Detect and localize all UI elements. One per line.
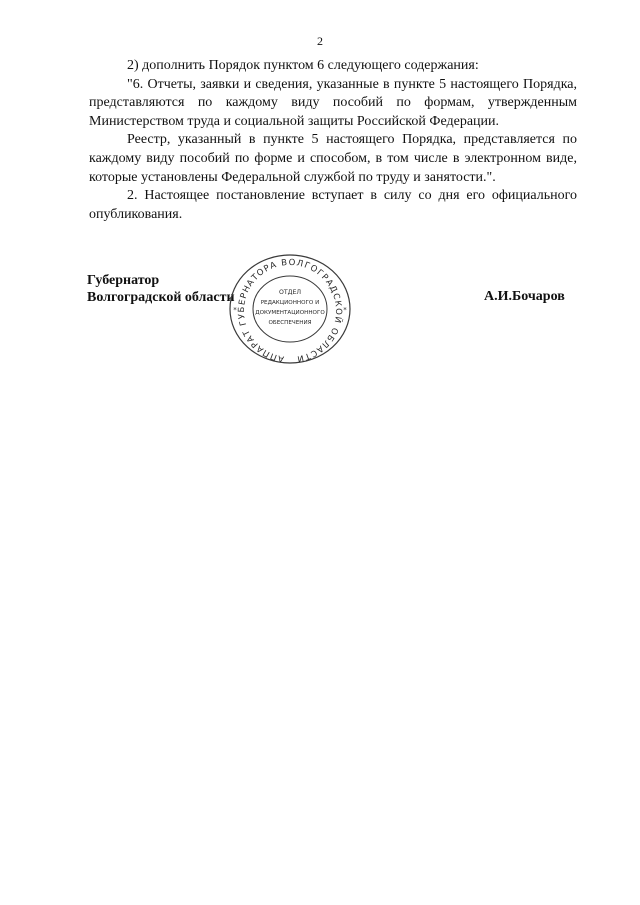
signatory-title xyxy=(87,272,235,306)
signatory-title-line2: Волгоградской области xyxy=(87,290,235,305)
signatory-name: А.И.Бочаров xyxy=(484,289,565,304)
stamp-inner-line2: РЕДАКЦИОННОГО И xyxy=(260,300,320,306)
stamp-star-right: * xyxy=(343,306,347,314)
stamp-inner-line1: ОТДЕЛ xyxy=(278,289,302,296)
stamp-inner-line3: ДОКУМЕНТАЦИОННОГО xyxy=(255,310,325,316)
paragraph-registry: Реестр, указанный в пункте 5 настоящего Порядка, представляется по каждому виду пособий по форме и способом, в том числе в электронном виде, которые установлены Федеральной службой по труду и занятости.". xyxy=(89,132,577,185)
paragraph-effective-date: 2. Настоящее постановление вступает в силу со дня его официального опубликования. xyxy=(89,188,577,222)
paragraph-amendment-intro: 2) дополнить Порядок пунктом 6 следующего содержания: xyxy=(127,58,479,73)
signatory-title-line1: Губернатор xyxy=(87,273,160,288)
official-stamp-seal xyxy=(220,249,360,367)
page-number: 2 xyxy=(317,34,323,48)
stamp-inner-line4: ОБЕСПЕЧЕНИЯ xyxy=(268,320,312,326)
stamp-outer-text: АППАРАТ ГУБЕРНАТОРА ВОЛГОГРАДСКОЙ ОБЛАСТИ xyxy=(236,257,344,364)
stamp-star-left: * xyxy=(233,306,237,314)
paragraph-point-6: "6. Отчеты, заявки и сведения, указанные в пункте 5 настоящего Порядка, представляются по каждому виду пособий по формам, утвержденным Министерством труда и социальной защиты Российской Федерации. xyxy=(89,76,577,129)
document-body xyxy=(89,57,577,224)
